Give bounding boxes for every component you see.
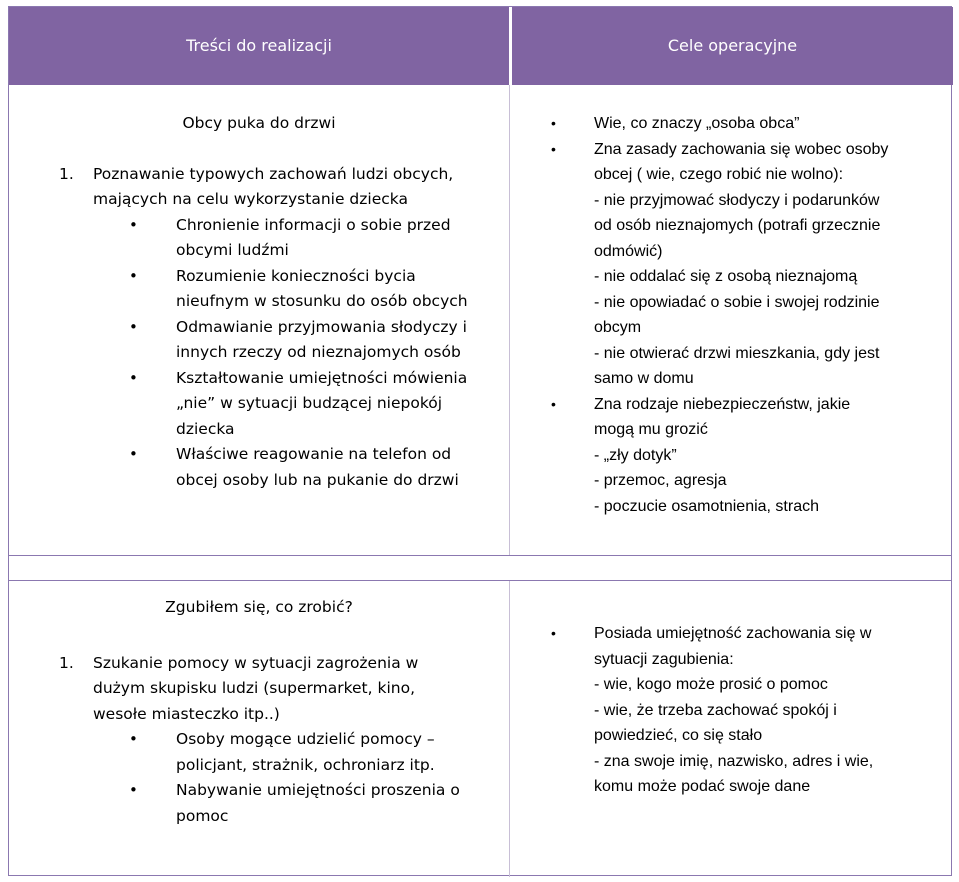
goal-line: - nie opowiadać o sobie i swojej rodzinie: [594, 293, 880, 311]
list-item: [129, 366, 499, 443]
section1-number: 1.: [59, 164, 74, 183]
goal-line: obcej ( wie, czego robić nie wolno):: [594, 166, 844, 183]
list-item-line: policjant, strażnik, ochroniarz itp.: [176, 755, 435, 774]
list-item-line: • Rozumienie konieczności bycia: [176, 266, 416, 285]
goal-item: [551, 111, 951, 137]
goal-line: - „zły dotyk”: [594, 446, 677, 464]
list-item: [129, 778, 499, 829]
section1-topic-line: Poznawanie typowych zachowań ludzi obcych,: [93, 164, 454, 183]
list-item: [129, 213, 499, 264]
list-item-line: obcej osoby lub na pukanie do drzwi: [176, 470, 459, 489]
header-goals: Cele operacyjne: [512, 7, 953, 85]
column-divider: [509, 579, 510, 877]
section1-topic: [59, 162, 499, 213]
goal-line: - zna swoje imię, nazwisko, adres i wie,: [594, 752, 874, 770]
list-item-line: • Kształtowanie umiejętności mówienia: [176, 368, 468, 387]
goal-item: [551, 392, 951, 520]
goal-line: - wie, że trzeba zachować spokój i: [594, 701, 837, 719]
goal-line: obcym: [594, 319, 642, 336]
section2-content: [59, 595, 499, 829]
goal-line: • Wie, co znaczy „osoba obca”: [594, 115, 800, 132]
section2-number: 1.: [59, 653, 74, 672]
list-item: [129, 442, 499, 493]
section1-topic-line: mających na celu wykorzystanie dziecka: [93, 190, 408, 208]
goal-line: mogą mu grozić: [594, 421, 708, 438]
list-item-line: innych rzeczy od nieznajomych osób: [176, 343, 461, 361]
goal-line: • Zna zasady zachowania się wobec osoby: [594, 140, 889, 158]
curriculum-table: [8, 6, 952, 876]
row-separator: [9, 555, 951, 581]
goal-line: powiedzieć, co się stało: [594, 727, 763, 744]
section1-goals: [551, 111, 951, 519]
list-item: [129, 264, 499, 315]
header-content: Treści do realizacji: [9, 7, 509, 85]
section1-title: Obcy puka do drzwi: [182, 114, 336, 132]
list-item: [129, 727, 499, 778]
list-item-line: • Chronienie informacji o sobie przed: [176, 215, 451, 234]
goal-line: - przemoc, agresja: [594, 472, 727, 489]
section2-topic-line: dużym skupisku ludzi (supermarket, kino,: [93, 679, 416, 697]
section2-title: Zgubiłem się, co zrobić?: [165, 598, 353, 616]
section2-topic-line: Szukanie pomocy w sytuacji zagrożenia w: [93, 653, 419, 672]
goal-line: - nie oddalać się z osobą nieznajomą: [594, 268, 858, 285]
goal-item: [551, 137, 951, 392]
list-item-line: • Nabywanie umiejętności proszenia o: [176, 781, 460, 799]
goal-item: [551, 621, 951, 800]
section1-content: [59, 111, 499, 493]
list-item: [129, 315, 499, 366]
section2-topic-line: wesołe miasteczko itp..): [93, 704, 280, 723]
goal-line: • Zna rodzaje niebezpieczeństw, jakie: [594, 395, 851, 413]
section2-topic: [59, 651, 499, 728]
goal-line: - wie, kogo może prosić o pomoc: [594, 676, 828, 693]
goal-line: komu może podać swoje dane: [594, 778, 811, 795]
goal-line: - nie przyjmować słodyczy i podarunków: [594, 191, 880, 209]
list-item-line: • Właściwe reagowanie na telefon od: [176, 445, 452, 463]
column-divider: [509, 85, 510, 555]
list-item-line: nieufnym w stosunku do osób obcych: [176, 292, 468, 310]
list-item-line: • Osoby mogące udzielić pomocy –: [176, 730, 435, 748]
goal-line: - nie otwierać drzwi mieszkania, gdy jest: [594, 344, 880, 362]
list-item-line: dziecka: [176, 419, 235, 438]
goal-line: samo w domu: [594, 370, 694, 387]
goal-line: - poczucie osamotnienia, strach: [594, 497, 819, 515]
list-item-line: „nie” w sytuacji budzącej niepokój: [176, 394, 443, 412]
goal-line: • Posiada umiejętność zachowania się w: [594, 625, 872, 642]
list-item-line: pomoc: [176, 806, 229, 825]
list-item-line: obcymi ludźmi: [176, 241, 289, 259]
goal-line: sytuacji zagubienia:: [594, 650, 734, 668]
goal-line: od osób nieznajomych (potrafi grzecznie: [594, 217, 881, 234]
section2-goals: [551, 621, 951, 800]
list-item-line: • Odmawianie przyjmowania słodyczy i: [176, 317, 467, 336]
goal-line: odmówić): [594, 242, 663, 260]
